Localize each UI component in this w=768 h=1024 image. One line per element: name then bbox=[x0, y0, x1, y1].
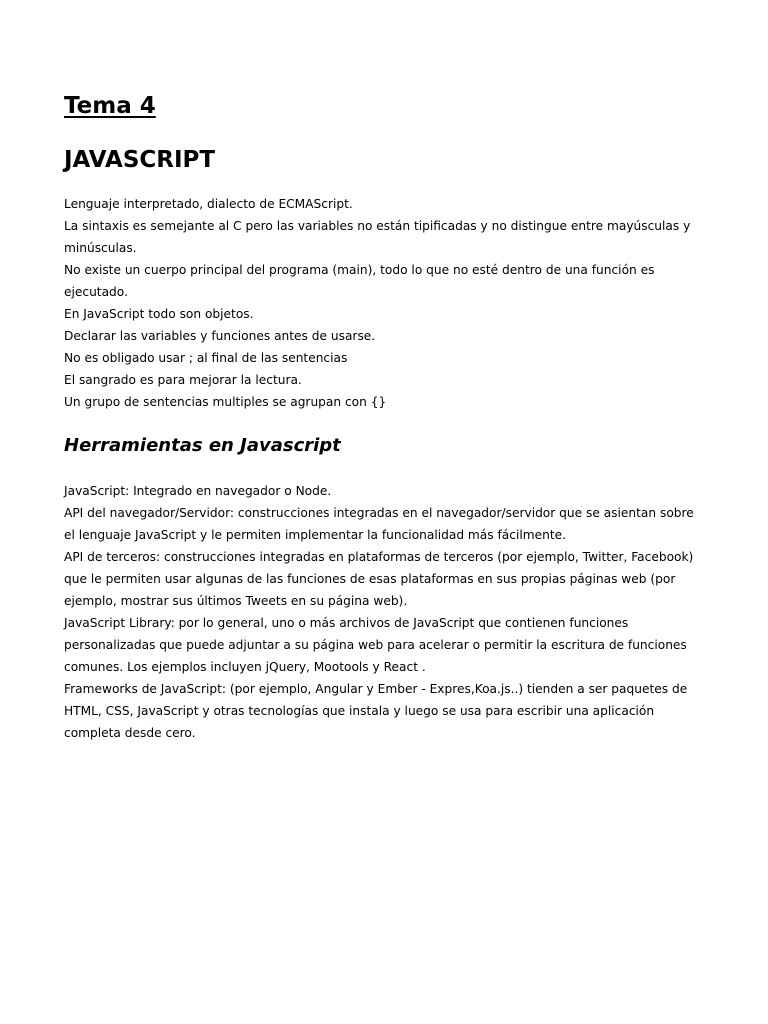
tools-line: JavaScript: Integrado en navegador o Node. bbox=[64, 484, 332, 498]
intro-line: No es obligado usar ; al final de las sentencias bbox=[64, 351, 348, 365]
intro-line: El sangrado es para mejorar la lectura. bbox=[64, 373, 302, 387]
intro-line: Un grupo de sentencias multiples se agrupan con {} bbox=[64, 395, 387, 409]
tools-paragraphs bbox=[64, 480, 704, 744]
tools-line: Frameworks de JavaScript: (por ejemplo, Angular y Ember - Expres,Koa.js..) tienden a ser paquetes de HTML, CSS, JavaScript y otras tecnologías que instala y luego se usa para escribir una aplicación completa desde cero. bbox=[64, 682, 688, 740]
tools-line: API de terceros: construcciones integradas en plataformas de terceros (por ejemplo, Twitter, Facebook) que le permiten usar algunas de las funciones de esas plataformas en sus propias páginas web (por ejemplo, mostrar sus últimos Tweets en su página web). bbox=[64, 550, 694, 608]
document-page bbox=[64, 90, 704, 744]
section-title: Herramientas en Javascript bbox=[64, 435, 341, 456]
intro-line: La sintaxis es semejante al C pero las variables no están tipificadas y no distingue entre mayúsculas y minúsculas. bbox=[64, 219, 691, 255]
tools-line: JavaScript Library: por lo general, uno o más archivos de JavaScript que contienen funciones personalizadas que puede adjuntar a su página web para acelerar o permitir la escritura de funciones comunes. Los ejemplos incluyen jQuery, Mootools y React . bbox=[64, 616, 687, 674]
intro-paragraphs bbox=[64, 193, 704, 413]
tema-heading: Tema 4 bbox=[64, 93, 156, 119]
page-title: JAVASCRIPT bbox=[64, 147, 216, 173]
intro-line: En JavaScript todo son objetos. bbox=[64, 307, 254, 321]
intro-line: Declarar las variables y funciones antes de usarse. bbox=[64, 329, 376, 343]
intro-line: No existe un cuerpo principal del programa (main), todo lo que no esté dentro de una función es ejecutado. bbox=[64, 263, 655, 299]
intro-line: Lenguaje interpretado, dialecto de ECMAScript. bbox=[64, 197, 353, 211]
tools-line: API del navegador/Servidor: construcciones integradas en el navegador/servidor que se asientan sobre el lenguaje JavaScript y le permiten implementar la funcionalidad más fácilmente. bbox=[64, 506, 694, 542]
